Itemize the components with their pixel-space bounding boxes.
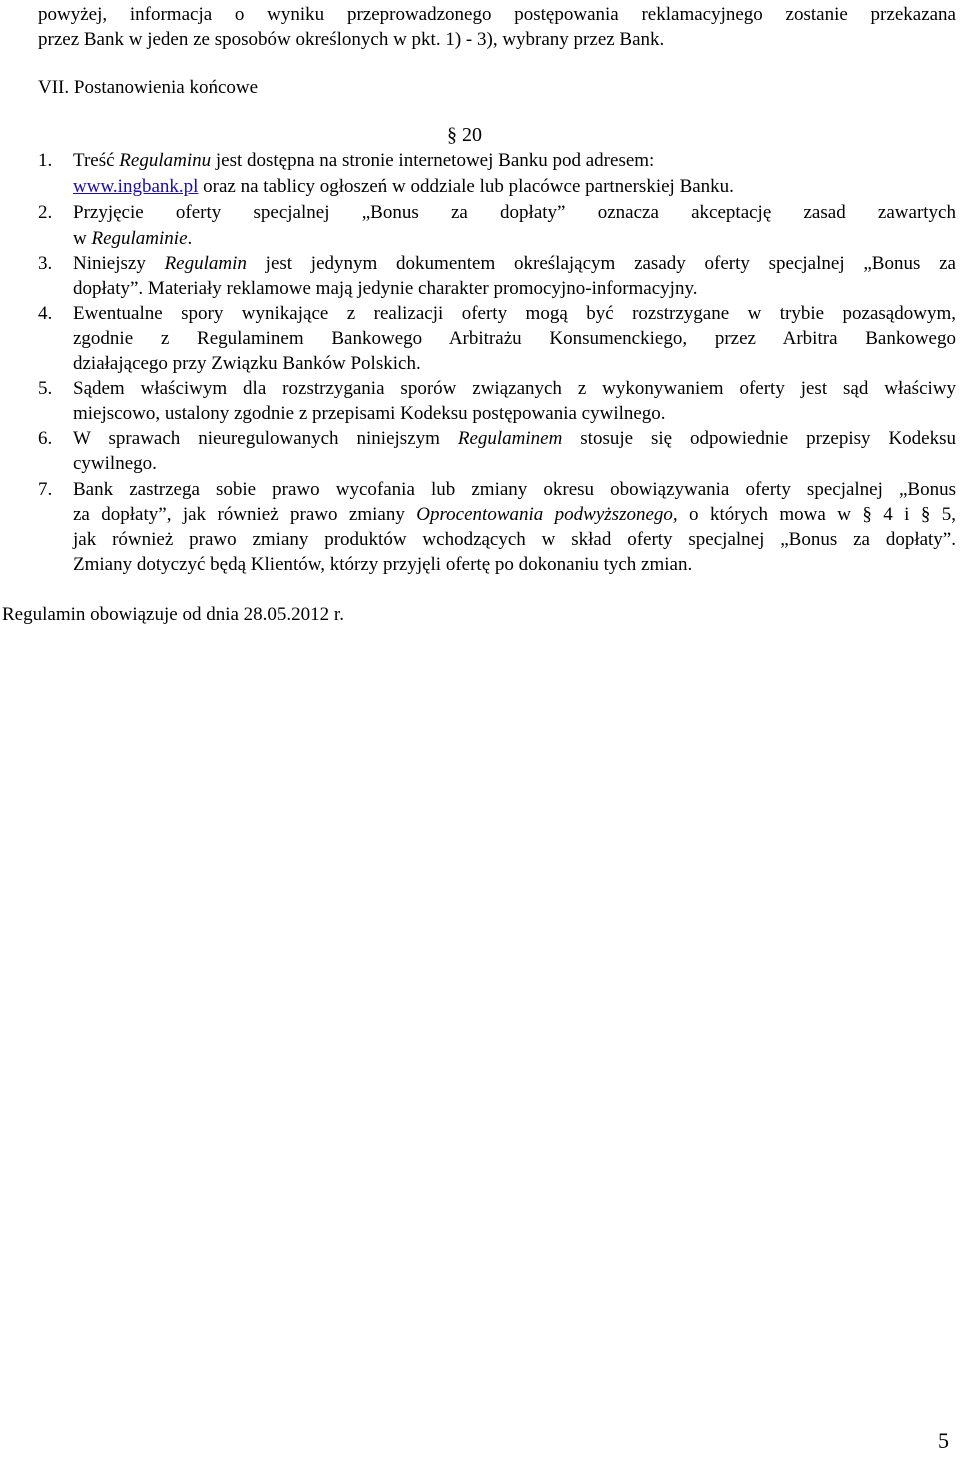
item-1-text-a: Treść — [73, 150, 120, 171]
item-7-line-1: Bank zastrzega sobie prawo wycofania lub zmiany okresu obowiązywania oferty specjalnej „Bonus — [73, 479, 956, 500]
item-5-line-1: Sądem właściwym dla rozstrzygania sporów związanych z wykonywaniem oferty jest sąd właściwy — [73, 378, 956, 399]
item-1-number: 1. — [38, 150, 53, 171]
page-number: 5 — [938, 1428, 949, 1453]
section-heading: VII. Postanowienia końcowe — [38, 77, 259, 98]
item-1-text-b: Regulaminu — [119, 150, 212, 171]
item-1-line-2 — [73, 174, 734, 199]
closing-statement: Regulamin obowiązuje od dnia 28.05.2012 r. — [2, 604, 344, 625]
item-7-text-b: Oprocentowania podwyższonego, — [416, 504, 678, 525]
item-2-number: 2. — [38, 202, 53, 223]
item-7-line-2 — [73, 502, 956, 527]
item-3-line-2: dopłaty”. Materiały reklamowe mają jedynie charakter promocyjno-informacyjny. — [73, 278, 698, 299]
item-3-text-b: Regulamin — [164, 253, 247, 274]
item-6-text-b: Regulaminem — [457, 428, 563, 449]
bank-website-link[interactable]: www.ingbank.pl — [73, 176, 199, 197]
item-2-text-a: w — [73, 228, 92, 249]
intro-line-1: powyżej, informacja o wyniku przeprowadzonego postępowania reklamacyjnego zostanie przekazana — [38, 4, 956, 25]
item-6-text-a: W sprawach nieuregulowanych niniejszym — [73, 428, 458, 449]
item-2-text-b: Regulaminie — [91, 228, 188, 249]
item-7-line-3: jak również prawo zmiany produktów wchodzących w skład oferty specjalnej „Bonus za dopłaty”. — [73, 529, 956, 550]
intro-line-2: przez Bank w jeden ze sposobów określonych w pkt. 1) - 3), wybrany przez Bank. — [38, 29, 665, 50]
item-4-line-1: Ewentualne spory wynikające z realizacji oferty mogą być rozstrzygane w trybie pozasądowym, — [73, 303, 956, 324]
item-1-text-d: oraz na tablicy ogłoszeń w oddziale lub placówce partnerskiej Banku. — [198, 176, 734, 197]
paragraph-sign: § 20 — [447, 124, 482, 146]
item-1-text-c: jest dostępna na stronie internetowej Banku pod adresem: — [211, 150, 655, 171]
item-5-line-2: miejscowo, ustalony zgodnie z przepisami Kodeksu postępowania cywilnego. — [73, 403, 666, 424]
item-7-line-4: Zmiany dotyczyć będą Klientów, którzy przyjęli ofertę po dokonaniu tych zmian. — [73, 554, 693, 575]
item-7-text-c: o których mowa w § 4 i § 5, — [677, 504, 956, 525]
item-7-number: 7. — [38, 479, 53, 500]
item-3-text-a: Niniejszy — [73, 253, 165, 274]
item-6-line-2: cywilnego. — [73, 453, 157, 474]
item-2-line-2 — [73, 226, 192, 251]
item-5-number: 5. — [38, 378, 53, 399]
item-7-text-a: za dopłaty”, jak również prawo zmiany — [73, 504, 417, 525]
item-6-line-1 — [73, 426, 956, 451]
item-2-line-1: Przyjęcie oferty specjalnej „Bonus za dopłaty” oznacza akceptację zasad zawartych — [73, 202, 956, 223]
item-1-line-1 — [73, 148, 654, 173]
item-2-text-c: . — [187, 228, 193, 249]
item-4-number: 4. — [38, 303, 53, 324]
item-3-text-c: jest jedynym dokumentem określającym zasady oferty specjalnej „Bonus za — [246, 253, 956, 274]
item-6-number: 6. — [38, 428, 53, 449]
item-3-number: 3. — [38, 253, 53, 274]
item-4-line-3: działającego przy Związku Banków Polskich. — [73, 353, 421, 374]
item-3-line-1 — [73, 251, 956, 276]
item-6-text-c: stosuje się odpowiednie przepisy Kodeksu — [562, 428, 957, 449]
item-4-line-2: zgodnie z Regulaminem Bankowego Arbitrażu Konsumenckiego, przez Arbitra Bankowego — [73, 328, 956, 349]
